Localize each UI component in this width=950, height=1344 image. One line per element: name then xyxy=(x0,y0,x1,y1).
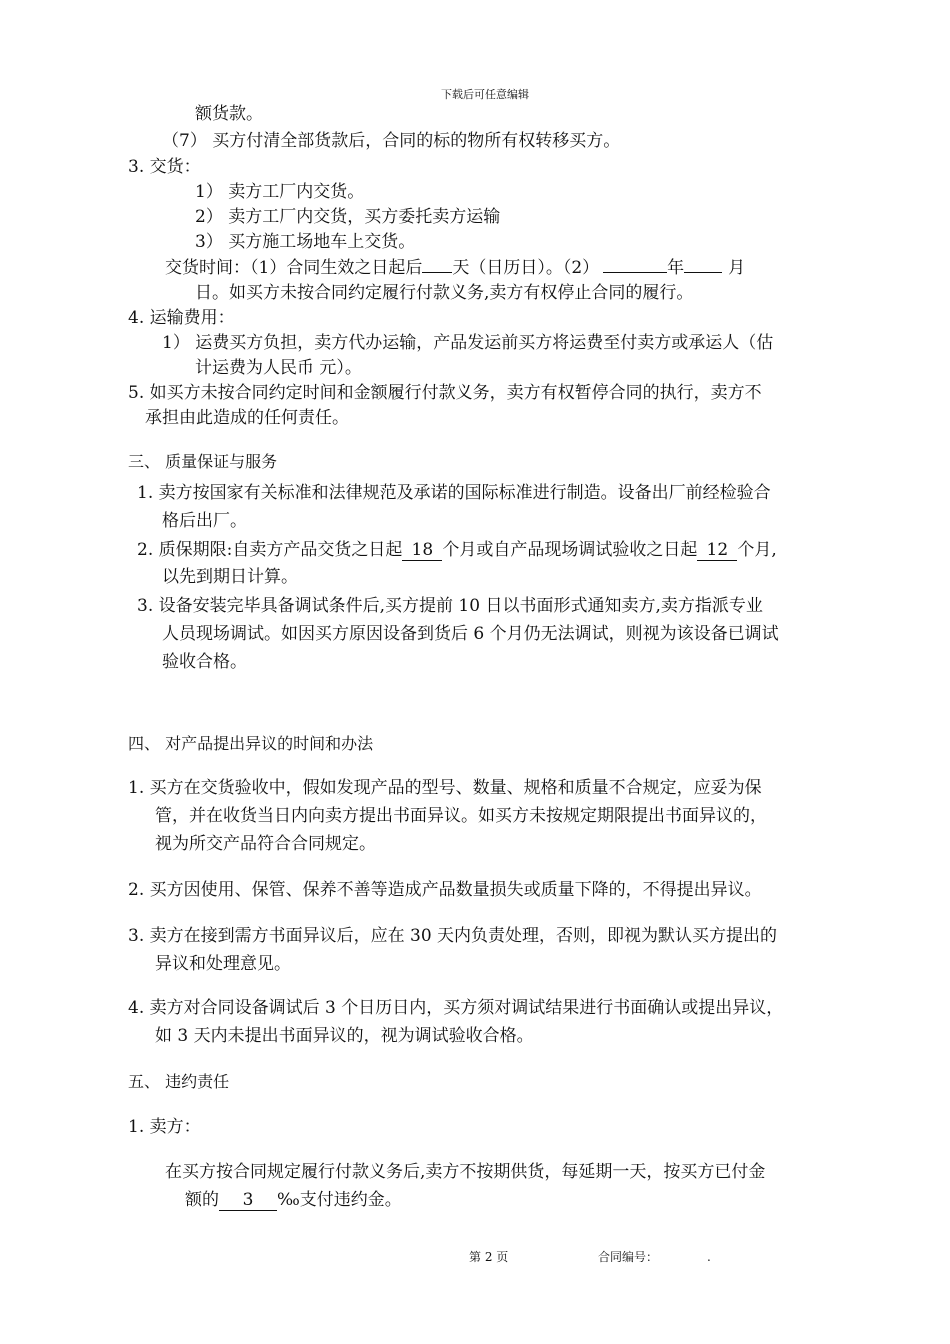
delivery-option-3: 3） 买方施工场地车上交货。 xyxy=(195,232,416,252)
warranty-months-1: 18 xyxy=(402,541,442,561)
warranty-months-2: 12 xyxy=(697,541,737,561)
blank-year xyxy=(603,272,667,273)
payment-default-line-1: 5. 如买方未按合同约定时间和金额履行付款义务，卖方有权暂停合同的执行，卖方不 xyxy=(128,383,762,403)
warranty-part-c: 个月, xyxy=(737,540,777,560)
payment-default-line-2: 承担由此造成的任何责任。 xyxy=(145,408,349,428)
warranty-part-a: 2. 质保期限:自卖方产品交货之日起 xyxy=(137,540,403,560)
objection-item-1-line-2: 管，并在收货当日内向卖方提出书面异议。如买方未按规定期限提出书面异议的， xyxy=(155,806,767,826)
freight-line-1: 1） 运费买方负担，卖方代办运输，产品发运前买方将运费至付卖方或承运人（估 xyxy=(162,333,774,353)
objection-item-1-line-3: 视为所交产品符合合同规定。 xyxy=(155,834,376,854)
freight-heading: 4. 运输费用： xyxy=(128,308,235,328)
quality-item-1-line-1: 1. 卖方按国家有关标准和法律规范及承诺的国际标准进行制造。设备出厂前经检验合 xyxy=(137,483,771,503)
freight-line-2: 计运费为人民币 元）。 xyxy=(195,358,362,378)
commissioning-line-2: 人员现场调试。如因买方原因设备到货后 6 个月仍无法调试，则视为该设备已调试 xyxy=(162,624,779,644)
payment-tail-line: 额货款。 xyxy=(195,104,263,124)
page-number: 第 2 页 xyxy=(469,1250,509,1264)
contract-number-label: 合同编号： xyxy=(598,1250,659,1264)
section-5-title: 五、 违约责任 xyxy=(128,1072,230,1091)
late-delivery-line-1: 在买方按合同规定履行付款义务后,卖方不按期供货，每延期一天，按买方已付金 xyxy=(165,1162,766,1182)
seller-subheading: 1. 卖方： xyxy=(128,1117,201,1137)
objection-item-2: 2. 买方因使用、保管、保养不善等造成产品数量损失或质量下降的，不得提出异议。 xyxy=(128,880,762,900)
delivery-option-2: 2） 卖方工厂内交货，买方委托卖方运输 xyxy=(195,207,501,227)
blank-month xyxy=(684,272,722,273)
header-note: 下载后可任意编辑 xyxy=(441,88,529,101)
warranty-line-2: 以先到期日计算。 xyxy=(162,567,298,587)
commissioning-line-1: 3. 设备安装完毕具备调试条件后,买方提前 10 日以书面形式通知卖方,卖方指派专业 xyxy=(137,596,763,616)
late-delivery-part-b: ‰支付违约金。 xyxy=(277,1190,402,1210)
penalty-rate: 3 xyxy=(219,1191,277,1211)
section-3-title: 三、 质量保证与服务 xyxy=(128,452,278,471)
commissioning-line-3: 验收合格。 xyxy=(162,652,247,672)
blank-days xyxy=(422,272,452,273)
warranty-part-b: 个月或自产品现场调试验收之日起 xyxy=(442,540,698,560)
late-delivery-part-a: 额的 xyxy=(185,1190,219,1210)
delivery-time-line xyxy=(165,256,745,280)
contract-number-end: . xyxy=(707,1250,711,1264)
quality-item-1-line-2: 格后出厂。 xyxy=(162,511,247,531)
delivery-time-part-a: 交货时间：（1）合同生效之日起后 xyxy=(165,258,423,278)
objection-item-4-line-1: 4. 卖方对合同设备调试后 3 个日历日内，买方须对调试结果进行书面确认或提出异议， xyxy=(128,998,784,1018)
delivery-time-month: 月 xyxy=(728,258,746,278)
delivery-option-1: 1） 卖方工厂内交货。 xyxy=(195,182,365,202)
delivery-time-line-2: 日。如买方未按合同约定履行付款义务,卖方有权停止合同的履行。 xyxy=(195,283,694,303)
objection-item-4-line-2: 如 3 天内未提出书面异议的，视为调试验收合格。 xyxy=(155,1026,534,1046)
objection-item-3-line-2: 异议和处理意见。 xyxy=(155,954,291,974)
warranty-line xyxy=(137,538,777,562)
delivery-heading: 3. 交货： xyxy=(128,157,201,177)
objection-item-3-line-1: 3. 卖方在接到需方书面异议后，应在 30 天内负责处理，否则，即视为默认买方提出的 xyxy=(128,926,778,946)
late-delivery-line-2 xyxy=(185,1188,402,1212)
section-4-title: 四、 对产品提出异议的时间和办法 xyxy=(128,734,374,753)
delivery-time-year: 年 xyxy=(667,258,685,278)
objection-item-1-line-1: 1. 买方在交货验收中，假如发现产品的型号、数量、规格和质量不合规定，应妥为保 xyxy=(128,778,762,798)
item-7-ownership: （7） 买方付清全部货款后，合同的标的物所有权转移买方。 xyxy=(162,131,621,151)
delivery-time-part-b: 天（日历日）。（2） xyxy=(452,258,600,278)
